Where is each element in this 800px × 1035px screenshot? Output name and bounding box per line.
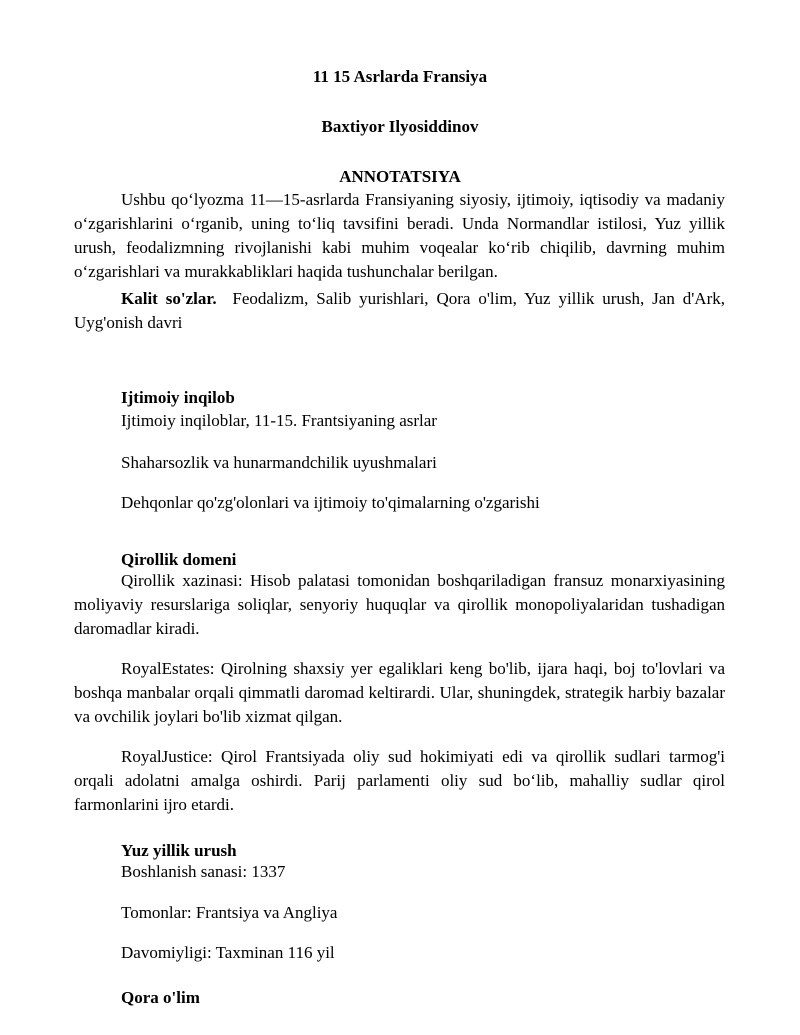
annotation-heading: ANNOTATSIYA xyxy=(339,167,461,186)
section-heading-social: Ijtimoiy inqilob xyxy=(121,388,235,407)
annotation-text: Ushbu qo‘lyozma 11—15-asrlarda Fransiyaning siyosiy, ijtimoiy, iqtisodiy va madaniy o‘zgarishlarini o‘rganib, uning to‘liq tavsifini beradi. Unda Normandlar istilosi, Yuz yillik urush, feodalizmning rivojlanishi kabi muhim voqealar ko‘rib chiqilib, davrning muhim o‘zgarishlari va murakkabliklari haqida tushunchalar berilgan. xyxy=(74,190,725,281)
list-item: Tomonlar: Frantsiya va Angliya xyxy=(121,903,338,922)
document-title: 11 15 Asrlarda Fransiya xyxy=(312,67,488,86)
list-item: Shaharsozlik va hunarmandchilik uyushmalari xyxy=(121,453,437,472)
author-name: Baxtiyor Ilyosiddinov xyxy=(321,117,479,136)
keywords-label: Kalit so'zlar. xyxy=(121,289,217,308)
list-item: Dehqonlar qo'zg'olonlari va ijtimoiy to'qimalarning o'zgarishi xyxy=(121,493,540,512)
list-item: Davomiyligi: Taxminan 116 yil xyxy=(121,943,335,962)
section-heading-war: Yuz yillik urush xyxy=(121,841,237,860)
paragraph-estates: RoyalEstates: Qirolning shaxsiy yer egaliklari keng bo'lib, ijara haqi, boj to'lovlari va boshqa manbalar orqali qimmatli daromad keltirardi. Ular, shuningdek, strategik harbiy bazalar va ovchilik joylari bo'lib xizmat qilgan. xyxy=(74,659,725,726)
list-item: Ijtimoiy inqiloblar, 11-15. Frantsiyaning asrlar xyxy=(121,411,437,430)
section-heading-plague: Qora o'lim xyxy=(121,988,200,1007)
list-item: Boshlanish sanasi: 1337 xyxy=(121,862,286,881)
keywords-paragraph xyxy=(74,287,725,335)
section-heading-royal: Qirollik domeni xyxy=(121,550,237,569)
paragraph-treasury: Qirollik xazinasi: Hisob palatasi tomonidan boshqariladigan fransuz monarxiyasining moliyaviy resurslariga soliqlar, senyoriy huquqlar va qirollik monopoliyalaridan tushadigan daromadlar kiradi. xyxy=(74,571,725,638)
keywords-text: Feodalizm, Salib yurishlari, Qora o'lim, Yuz yillik urush, Jan d'Ark, Uyg'onish davri xyxy=(74,289,725,332)
paragraph-justice: RoyalJustice: Qirol Frantsiyada oliy sud hokimiyati edi va qirollik sudlari tarmog'i orqali adolatni amalga oshirdi. Parij parlamenti oliy sud bo‘lib, mahalliy sudlar qirol farmonlarini ijro etardi. xyxy=(74,747,725,814)
